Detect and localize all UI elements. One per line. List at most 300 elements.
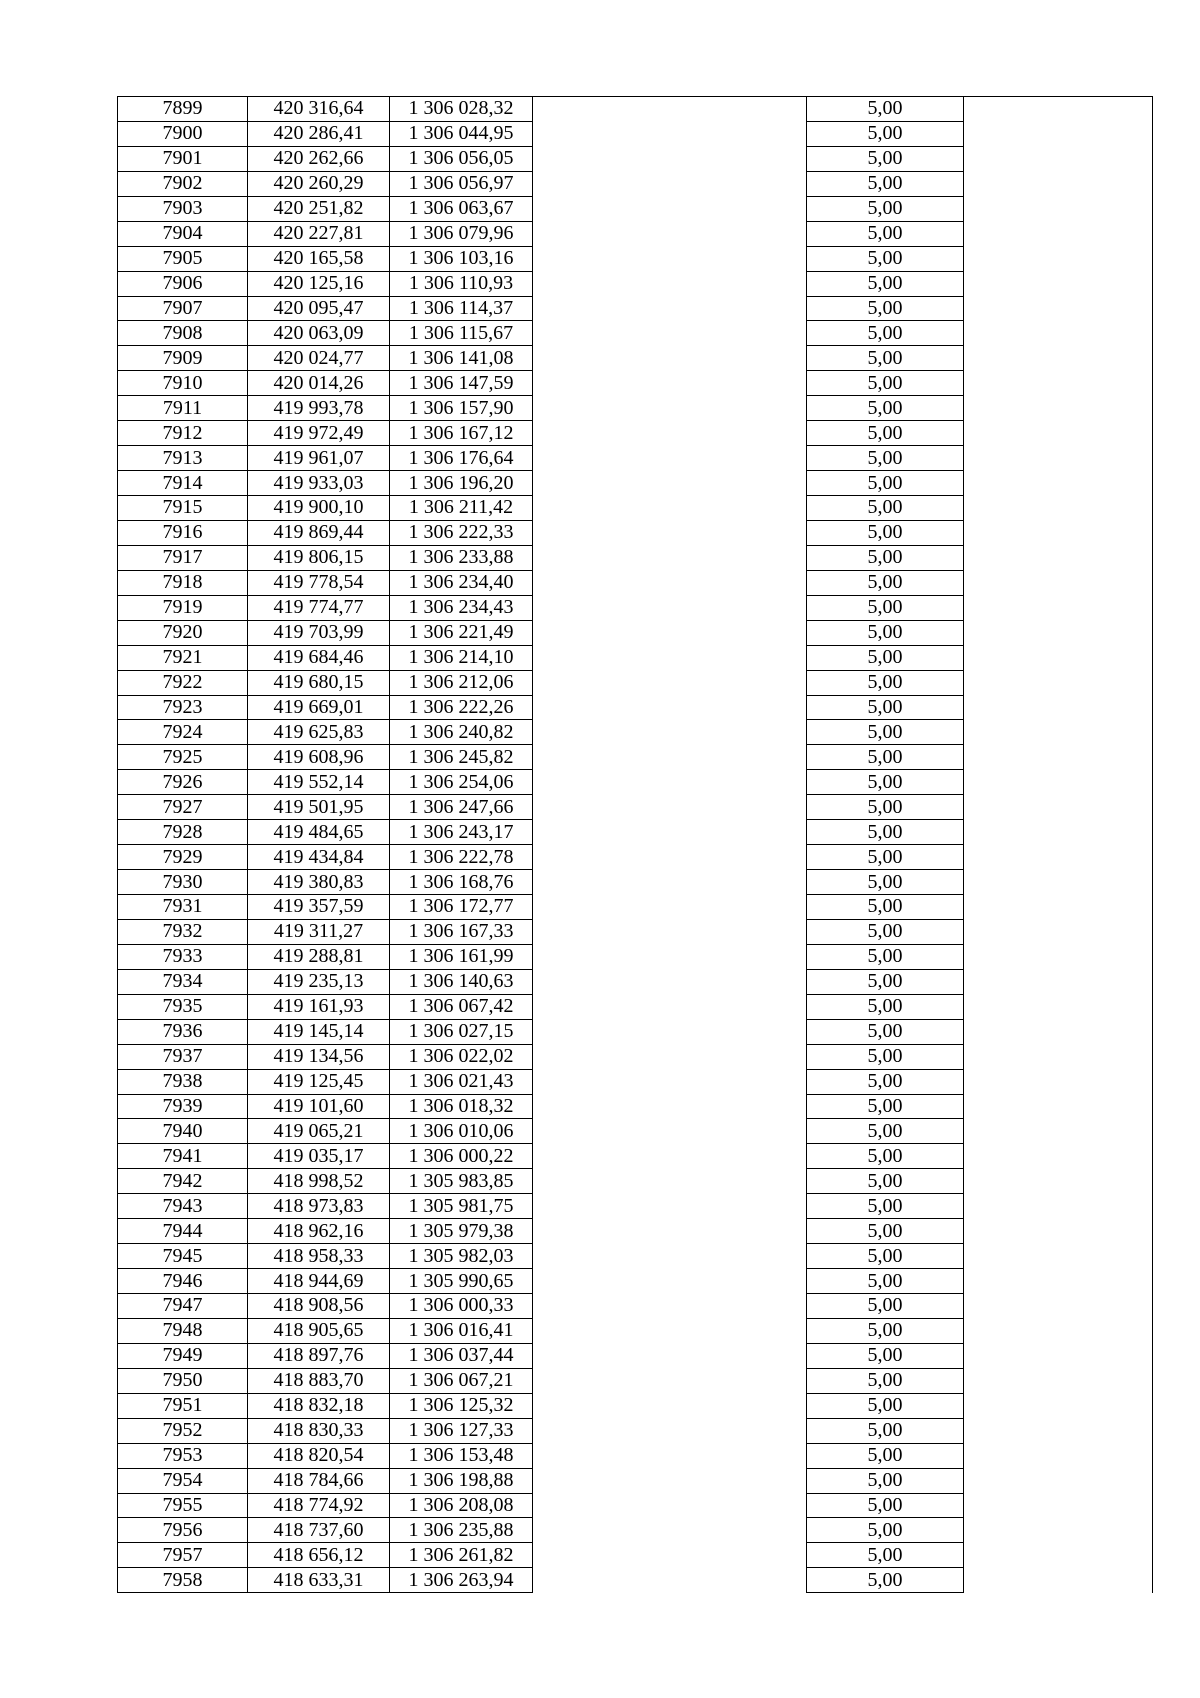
empty-cell: [964, 1493, 1153, 1518]
empty-cell: [533, 620, 807, 645]
y-coordinate-cell: 1 306 221,49: [390, 620, 533, 645]
y-coordinate-cell: 1 306 222,78: [390, 845, 533, 870]
point-number-cell: 7951: [118, 1393, 248, 1418]
value-cell: 5,00: [807, 471, 964, 496]
value-cell: 5,00: [807, 1144, 964, 1169]
table-row: [118, 1393, 1153, 1418]
value-cell: 5,00: [807, 1468, 964, 1493]
point-number-cell: 7948: [118, 1318, 248, 1343]
table-row: [118, 146, 1153, 171]
table-row: [118, 545, 1153, 570]
value-cell: 5,00: [807, 520, 964, 545]
x-coordinate-cell: 419 161,93: [248, 994, 390, 1019]
table-row: [118, 1219, 1153, 1244]
point-number-cell: 7899: [118, 97, 248, 122]
empty-cell: [964, 994, 1153, 1019]
empty-cell: [964, 1244, 1153, 1269]
empty-cell: [964, 845, 1153, 870]
empty-cell: [964, 770, 1153, 795]
x-coordinate-cell: 419 065,21: [248, 1119, 390, 1144]
empty-cell: [533, 845, 807, 870]
point-number-cell: 7955: [118, 1493, 248, 1518]
empty-cell: [964, 1343, 1153, 1368]
x-coordinate-cell: 418 905,65: [248, 1318, 390, 1343]
y-coordinate-cell: 1 306 161,99: [390, 944, 533, 969]
table-row: [118, 1019, 1153, 1044]
table-row: [118, 171, 1153, 196]
point-number-cell: 7935: [118, 994, 248, 1019]
y-coordinate-cell: 1 306 261,82: [390, 1543, 533, 1568]
x-coordinate-cell: 419 669,01: [248, 695, 390, 720]
x-coordinate-cell: 419 501,95: [248, 795, 390, 820]
x-coordinate-cell: 419 484,65: [248, 820, 390, 845]
point-number-cell: 7921: [118, 645, 248, 670]
point-number-cell: 7931: [118, 895, 248, 920]
x-coordinate-cell: 418 784,66: [248, 1468, 390, 1493]
table-row: [118, 1119, 1153, 1144]
y-coordinate-cell: 1 306 140,63: [390, 969, 533, 994]
empty-cell: [964, 121, 1153, 146]
point-number-cell: 7904: [118, 221, 248, 246]
table-row: [118, 246, 1153, 271]
table-row: [118, 895, 1153, 920]
point-number-cell: 7953: [118, 1443, 248, 1468]
empty-cell: [533, 296, 807, 321]
value-cell: 5,00: [807, 1393, 964, 1418]
x-coordinate-cell: 418 908,56: [248, 1294, 390, 1319]
x-coordinate-cell: 419 778,54: [248, 570, 390, 595]
x-coordinate-cell: 419 101,60: [248, 1094, 390, 1119]
x-coordinate-cell: 419 972,49: [248, 421, 390, 446]
point-number-cell: 7945: [118, 1244, 248, 1269]
x-coordinate-cell: 420 262,66: [248, 146, 390, 171]
empty-cell: [533, 1493, 807, 1518]
y-coordinate-cell: 1 305 979,38: [390, 1219, 533, 1244]
empty-cell: [964, 371, 1153, 396]
y-coordinate-cell: 1 306 110,93: [390, 271, 533, 296]
empty-cell: [533, 795, 807, 820]
empty-cell: [964, 895, 1153, 920]
empty-cell: [964, 1368, 1153, 1393]
y-coordinate-cell: 1 306 211,42: [390, 496, 533, 521]
value-cell: 5,00: [807, 496, 964, 521]
y-coordinate-cell: 1 306 037,44: [390, 1343, 533, 1368]
table-row: [118, 1543, 1153, 1568]
empty-cell: [964, 720, 1153, 745]
table-row: [118, 371, 1153, 396]
value-cell: 5,00: [807, 595, 964, 620]
value-cell: 5,00: [807, 1493, 964, 1518]
table-row: [118, 221, 1153, 246]
table-row: [118, 570, 1153, 595]
table-row: [118, 421, 1153, 446]
empty-cell: [533, 396, 807, 421]
point-number-cell: 7914: [118, 471, 248, 496]
point-number-cell: 7927: [118, 795, 248, 820]
empty-cell: [533, 346, 807, 371]
x-coordinate-cell: 418 973,83: [248, 1194, 390, 1219]
point-number-cell: 7925: [118, 745, 248, 770]
table-row: [118, 695, 1153, 720]
empty-cell: [533, 770, 807, 795]
point-number-cell: 7909: [118, 346, 248, 371]
value-cell: 5,00: [807, 1518, 964, 1543]
point-number-cell: 7913: [118, 446, 248, 471]
point-number-cell: 7941: [118, 1144, 248, 1169]
x-coordinate-cell: 419 680,15: [248, 670, 390, 695]
value-cell: 5,00: [807, 346, 964, 371]
table-row: [118, 1144, 1153, 1169]
table-row: [118, 446, 1153, 471]
table-row: [118, 720, 1153, 745]
point-number-cell: 7934: [118, 969, 248, 994]
x-coordinate-cell: 419 703,99: [248, 620, 390, 645]
y-coordinate-cell: 1 306 153,48: [390, 1443, 533, 1468]
empty-cell: [964, 1169, 1153, 1194]
point-number-cell: 7920: [118, 620, 248, 645]
empty-cell: [964, 670, 1153, 695]
empty-cell: [533, 720, 807, 745]
y-coordinate-cell: 1 306 208,08: [390, 1493, 533, 1518]
empty-cell: [964, 446, 1153, 471]
y-coordinate-cell: 1 306 115,67: [390, 321, 533, 346]
table-row: [118, 795, 1153, 820]
y-coordinate-cell: 1 306 056,05: [390, 146, 533, 171]
table-row: [118, 770, 1153, 795]
point-number-cell: 7906: [118, 271, 248, 296]
value-cell: 5,00: [807, 770, 964, 795]
empty-cell: [964, 745, 1153, 770]
point-number-cell: 7902: [118, 171, 248, 196]
table-row: [118, 121, 1153, 146]
table-row: [118, 296, 1153, 321]
value-cell: 5,00: [807, 994, 964, 1019]
empty-cell: [533, 1019, 807, 1044]
empty-cell: [964, 520, 1153, 545]
empty-cell: [964, 795, 1153, 820]
empty-cell: [533, 1468, 807, 1493]
x-coordinate-cell: 419 684,46: [248, 645, 390, 670]
empty-cell: [533, 944, 807, 969]
empty-cell: [533, 471, 807, 496]
empty-cell: [533, 994, 807, 1019]
table-row: [118, 870, 1153, 895]
y-coordinate-cell: 1 306 022,02: [390, 1044, 533, 1069]
empty-cell: [533, 1543, 807, 1568]
y-coordinate-cell: 1 306 222,26: [390, 695, 533, 720]
value-cell: 5,00: [807, 1543, 964, 1568]
empty-cell: [964, 1443, 1153, 1468]
y-coordinate-cell: 1 306 168,76: [390, 870, 533, 895]
y-coordinate-cell: 1 305 981,75: [390, 1194, 533, 1219]
point-number-cell: 7940: [118, 1119, 248, 1144]
x-coordinate-cell: 419 235,13: [248, 969, 390, 994]
x-coordinate-cell: 419 933,03: [248, 471, 390, 496]
value-cell: 5,00: [807, 969, 964, 994]
x-coordinate-cell: 419 993,78: [248, 396, 390, 421]
point-number-cell: 7936: [118, 1019, 248, 1044]
empty-cell: [533, 1219, 807, 1244]
empty-cell: [964, 1294, 1153, 1319]
value-cell: 5,00: [807, 321, 964, 346]
value-cell: 5,00: [807, 1019, 964, 1044]
table-row: [118, 595, 1153, 620]
x-coordinate-cell: 418 633,31: [248, 1568, 390, 1593]
empty-cell: [533, 196, 807, 221]
point-number-cell: 7947: [118, 1294, 248, 1319]
x-coordinate-cell: 420 165,58: [248, 246, 390, 271]
value-cell: 5,00: [807, 1069, 964, 1094]
empty-cell: [533, 545, 807, 570]
x-coordinate-cell: 419 035,17: [248, 1144, 390, 1169]
point-number-cell: 7903: [118, 196, 248, 221]
y-coordinate-cell: 1 306 263,94: [390, 1568, 533, 1593]
empty-cell: [533, 1518, 807, 1543]
empty-cell: [964, 695, 1153, 720]
empty-cell: [964, 570, 1153, 595]
y-coordinate-cell: 1 306 027,15: [390, 1019, 533, 1044]
value-cell: 5,00: [807, 1219, 964, 1244]
point-number-cell: 7956: [118, 1518, 248, 1543]
x-coordinate-cell: 419 900,10: [248, 496, 390, 521]
empty-cell: [533, 1568, 807, 1593]
point-number-cell: 7918: [118, 570, 248, 595]
empty-cell: [964, 221, 1153, 246]
x-coordinate-cell: 420 260,29: [248, 171, 390, 196]
x-coordinate-cell: 419 608,96: [248, 745, 390, 770]
table-row: [118, 1294, 1153, 1319]
table-row: [118, 271, 1153, 296]
x-coordinate-cell: 418 958,33: [248, 1244, 390, 1269]
table-row: [118, 1418, 1153, 1443]
y-coordinate-cell: 1 306 147,59: [390, 371, 533, 396]
value-cell: 5,00: [807, 820, 964, 845]
table-row: [118, 944, 1153, 969]
value-cell: 5,00: [807, 1443, 964, 1468]
value-cell: 5,00: [807, 620, 964, 645]
table-row: [118, 745, 1153, 770]
x-coordinate-cell: 420 014,26: [248, 371, 390, 396]
y-coordinate-cell: 1 306 103,16: [390, 246, 533, 271]
empty-cell: [964, 1119, 1153, 1144]
table-row: [118, 520, 1153, 545]
empty-cell: [533, 895, 807, 920]
value-cell: 5,00: [807, 396, 964, 421]
empty-cell: [964, 1418, 1153, 1443]
value-cell: 5,00: [807, 944, 964, 969]
y-coordinate-cell: 1 306 254,06: [390, 770, 533, 795]
point-number-cell: 7949: [118, 1343, 248, 1368]
y-coordinate-cell: 1 306 172,77: [390, 895, 533, 920]
empty-cell: [533, 870, 807, 895]
empty-cell: [533, 1294, 807, 1319]
x-coordinate-cell: 419 625,83: [248, 720, 390, 745]
empty-cell: [964, 1468, 1153, 1493]
empty-cell: [964, 645, 1153, 670]
empty-cell: [964, 97, 1153, 122]
value-cell: 5,00: [807, 1194, 964, 1219]
y-coordinate-cell: 1 306 167,33: [390, 919, 533, 944]
value-cell: 5,00: [807, 421, 964, 446]
value-cell: 5,00: [807, 1294, 964, 1319]
coordinates-table-container: [117, 96, 1152, 1593]
value-cell: 5,00: [807, 1244, 964, 1269]
y-coordinate-cell: 1 306 245,82: [390, 745, 533, 770]
table-row: [118, 321, 1153, 346]
table-row: [118, 1468, 1153, 1493]
table-row: [118, 1069, 1153, 1094]
empty-cell: [964, 296, 1153, 321]
x-coordinate-cell: 418 962,16: [248, 1219, 390, 1244]
value-cell: 5,00: [807, 196, 964, 221]
empty-cell: [533, 1244, 807, 1269]
x-coordinate-cell: 419 434,84: [248, 845, 390, 870]
table-row: [118, 1269, 1153, 1294]
empty-cell: [964, 346, 1153, 371]
empty-cell: [964, 171, 1153, 196]
value-cell: 5,00: [807, 720, 964, 745]
table-row: [118, 97, 1153, 122]
empty-cell: [533, 670, 807, 695]
table-row: [118, 670, 1153, 695]
x-coordinate-cell: 418 944,69: [248, 1269, 390, 1294]
value-cell: 5,00: [807, 1269, 964, 1294]
empty-cell: [533, 595, 807, 620]
empty-cell: [533, 1418, 807, 1443]
value-cell: 5,00: [807, 1044, 964, 1069]
empty-cell: [964, 471, 1153, 496]
point-number-cell: 7958: [118, 1568, 248, 1593]
y-coordinate-cell: 1 306 214,10: [390, 645, 533, 670]
x-coordinate-cell: 418 832,18: [248, 1393, 390, 1418]
point-number-cell: 7939: [118, 1094, 248, 1119]
empty-cell: [533, 1194, 807, 1219]
point-number-cell: 7929: [118, 845, 248, 870]
empty-cell: [964, 1069, 1153, 1094]
value-cell: 5,00: [807, 121, 964, 146]
value-cell: 5,00: [807, 745, 964, 770]
table-row: [118, 496, 1153, 521]
y-coordinate-cell: 1 306 021,43: [390, 1069, 533, 1094]
empty-cell: [964, 1144, 1153, 1169]
empty-cell: [533, 171, 807, 196]
x-coordinate-cell: 418 656,12: [248, 1543, 390, 1568]
point-number-cell: 7942: [118, 1169, 248, 1194]
empty-cell: [964, 1518, 1153, 1543]
x-coordinate-cell: 420 024,77: [248, 346, 390, 371]
value-cell: 5,00: [807, 1318, 964, 1343]
table-row: [118, 1169, 1153, 1194]
point-number-cell: 7919: [118, 595, 248, 620]
table-row: [118, 620, 1153, 645]
empty-cell: [533, 520, 807, 545]
value-cell: 5,00: [807, 1343, 964, 1368]
value-cell: 5,00: [807, 1418, 964, 1443]
y-coordinate-cell: 1 306 044,95: [390, 121, 533, 146]
x-coordinate-cell: 419 134,56: [248, 1044, 390, 1069]
y-coordinate-cell: 1 306 243,17: [390, 820, 533, 845]
empty-cell: [533, 321, 807, 346]
value-cell: 5,00: [807, 695, 964, 720]
y-coordinate-cell: 1 306 056,97: [390, 171, 533, 196]
y-coordinate-cell: 1 306 067,42: [390, 994, 533, 1019]
coordinates-table: [117, 96, 1153, 1593]
point-number-cell: 7933: [118, 944, 248, 969]
value-cell: 5,00: [807, 1094, 964, 1119]
empty-cell: [533, 1044, 807, 1069]
empty-cell: [964, 944, 1153, 969]
empty-cell: [533, 371, 807, 396]
empty-cell: [533, 421, 807, 446]
x-coordinate-cell: 419 961,07: [248, 446, 390, 471]
value-cell: 5,00: [807, 296, 964, 321]
value-cell: 5,00: [807, 271, 964, 296]
value-cell: 5,00: [807, 895, 964, 920]
point-number-cell: 7912: [118, 421, 248, 446]
x-coordinate-cell: 420 125,16: [248, 271, 390, 296]
point-number-cell: 7908: [118, 321, 248, 346]
x-coordinate-cell: 418 830,33: [248, 1418, 390, 1443]
table-row: [118, 1343, 1153, 1368]
point-number-cell: 7938: [118, 1069, 248, 1094]
empty-cell: [533, 1393, 807, 1418]
empty-cell: [533, 1443, 807, 1468]
value-cell: 5,00: [807, 570, 964, 595]
y-coordinate-cell: 1 306 233,88: [390, 545, 533, 570]
empty-cell: [964, 1269, 1153, 1294]
empty-cell: [964, 1318, 1153, 1343]
point-number-cell: 7944: [118, 1219, 248, 1244]
x-coordinate-cell: 418 883,70: [248, 1368, 390, 1393]
point-number-cell: 7911: [118, 396, 248, 421]
table-row: [118, 845, 1153, 870]
point-number-cell: 7952: [118, 1418, 248, 1443]
x-coordinate-cell: 420 063,09: [248, 321, 390, 346]
y-coordinate-cell: 1 306 198,88: [390, 1468, 533, 1493]
y-coordinate-cell: 1 306 157,90: [390, 396, 533, 421]
point-number-cell: 7901: [118, 146, 248, 171]
point-number-cell: 7910: [118, 371, 248, 396]
empty-cell: [964, 146, 1153, 171]
x-coordinate-cell: 420 286,41: [248, 121, 390, 146]
y-coordinate-cell: 1 306 222,33: [390, 520, 533, 545]
y-coordinate-cell: 1 306 125,32: [390, 1393, 533, 1418]
point-number-cell: 7905: [118, 246, 248, 271]
table-row: [118, 396, 1153, 421]
table-row: [118, 1518, 1153, 1543]
empty-cell: [533, 745, 807, 770]
point-number-cell: 7922: [118, 670, 248, 695]
table-row: [118, 471, 1153, 496]
empty-cell: [533, 1368, 807, 1393]
x-coordinate-cell: 419 311,27: [248, 919, 390, 944]
table-row: [118, 1318, 1153, 1343]
point-number-cell: 7917: [118, 545, 248, 570]
y-coordinate-cell: 1 305 990,65: [390, 1269, 533, 1294]
empty-cell: [533, 1144, 807, 1169]
empty-cell: [964, 595, 1153, 620]
empty-cell: [533, 97, 807, 122]
y-coordinate-cell: 1 306 028,32: [390, 97, 533, 122]
empty-cell: [533, 570, 807, 595]
empty-cell: [533, 820, 807, 845]
point-number-cell: 7950: [118, 1368, 248, 1393]
empty-cell: [964, 1568, 1153, 1593]
x-coordinate-cell: 419 806,15: [248, 545, 390, 570]
empty-cell: [964, 1019, 1153, 1044]
empty-cell: [533, 146, 807, 171]
x-coordinate-cell: 419 380,83: [248, 870, 390, 895]
